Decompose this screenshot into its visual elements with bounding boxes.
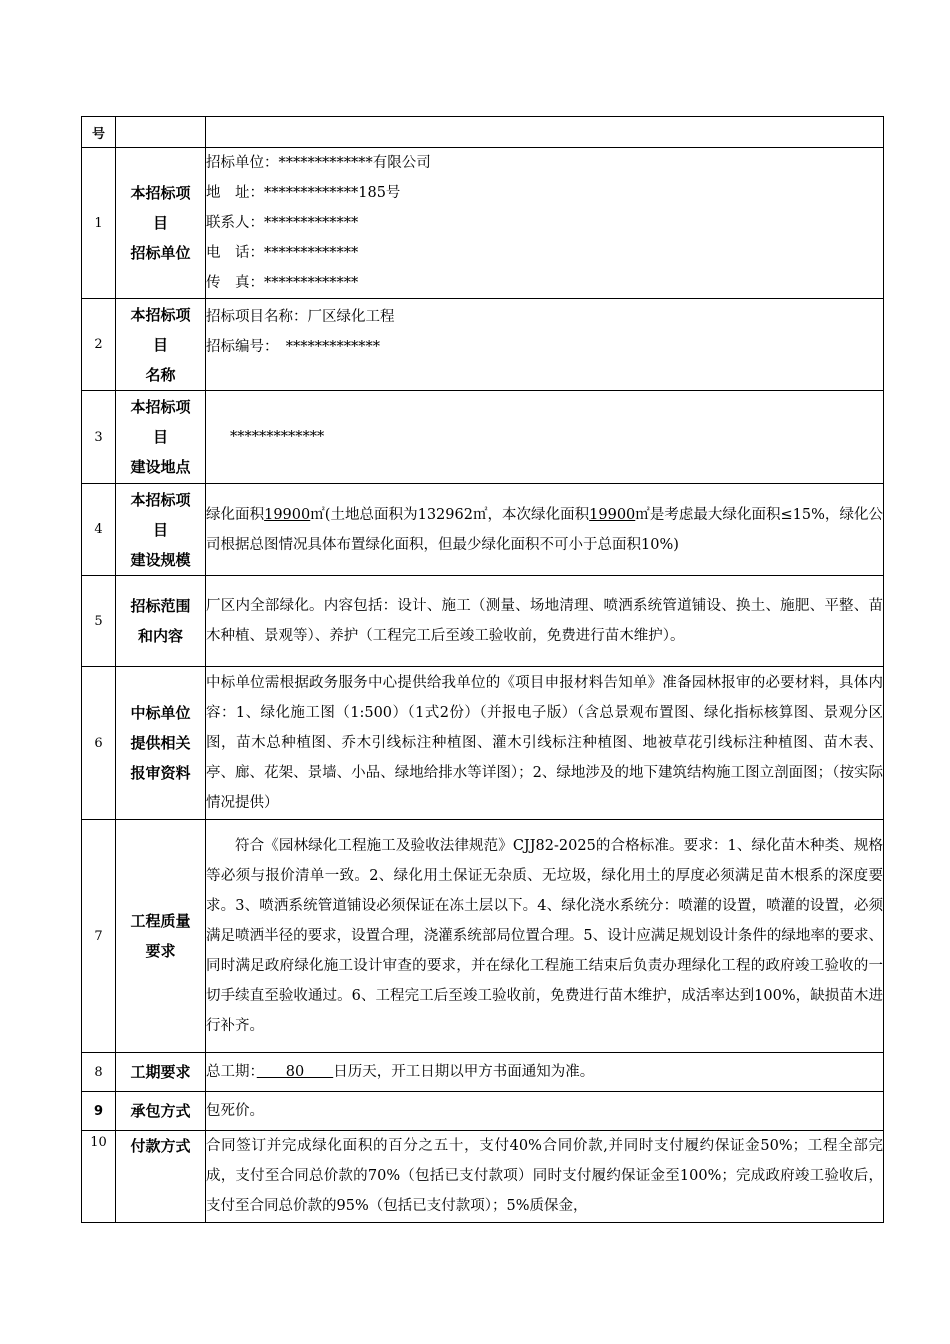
row-content [206,1131,884,1223]
row-label [116,117,206,148]
quality-requirements: 符合《园林绿化工程施工及验收法律规范》CJJ82-2025的合格标准。要求：1、绿化苗木种类、规格等必须与报价清单一致。2、绿化用土保证无杂质、无垃圾，绿化用土的厚度必须满足苗木根系的深度要求。3、喷洒系统管道铺设必须保证在冻土层以下。4、绿化浇水系统分：喷灌的设置，喷灌的设置，必须满足喷洒半径的要求，设置合理，浇灌系统部局位置合理。5、设计应满足规划设计条件的绿地率的要求、同时满足政府绿化施工设计审查的要求，并在绿化工程施工结束后负责办理绿化工程的政府竣工验收的一切手续直至验收通过。6、工程完工后至竣工验收前，免费进行苗木维护，成活率达到100%，缺损苗木进行补齐。 [206,838,883,1034]
row-number: 4 [82,484,116,576]
row-content [206,484,884,576]
payment-terms: 合同签订并完成绿化面积的百分之五十，支付40%合同价款,并同时支付履约保证金50%；工程全部完成，支付至合同总价款的70%（包括已支付款项）同时支付履约保证金至100%；完成政府竣工验收后，支付至合同总价款的95%（包括已支付款项）；5%质保金， [206,1138,883,1214]
row-content [206,820,884,1053]
required-materials: 中标单位需根据政务服务中心提供给我单位的《项目申报材料告知单》准备园林报审的必要材料，具体内容：1、绿化施工图（1:500）（1式2份）（并报电子版）（含总景观布置图、绿化指标核算图、景观分区图，苗木总种植图、乔木引线标注种植图、灌木引线标注种植图、地被草花引线标注种植图、苗木表、亭、廊、花架、景墙、小品、绿地给排水等详图）；2、绿地涉及的地下建筑结构施工图立剖面图；（按实际情况提供） [206,675,883,811]
row-content [206,1092,884,1131]
contract-method: 包死价。 [206,1103,264,1119]
tender-scope: 厂区内全部绿化。内容包括：设计、施工（测量、场地清理、喷洒系统管道铺设、换土、施肥、平整、苗木种植、景观等）、养护（工程完工后至竣工验收前，免费进行苗木维护）。 [206,598,883,644]
row-number: 5 [82,576,116,667]
table-row [82,576,884,667]
table-row [82,148,884,299]
bidder-address: 地 址：*************185号 [206,185,401,201]
row-label: 本招标项 目 建设地点 [116,391,206,484]
bidder-fax: 传 真：************* [206,275,359,291]
row-content [206,667,884,820]
row-number: 8 [82,1053,116,1092]
row-label: 招标范围 和内容 [116,576,206,667]
row-label: 工程质量 要求 [116,820,206,1053]
row-label: 本招标项 目 名称 [116,299,206,391]
green-area-value: 19900 [264,506,311,523]
row-number: 号 [82,117,116,148]
construction-scale: 绿化面积19900㎡(土地总面积为132962㎡，本次绿化面积19900㎡是考虑最大绿化面积≤15%，绿化公司根据总图情况具体布置绿化面积，但最少绿化面积不可小于总面积10%) [206,506,883,553]
table-row [82,299,884,391]
table-row [82,391,884,484]
table-row [82,484,884,576]
row-label: 本招标项 目 招标单位 [116,148,206,299]
table-row [82,1131,884,1223]
row-number: 6 [82,667,116,820]
row-label: 本招标项 目 建设规模 [116,484,206,576]
period-days: 80 [256,1064,334,1080]
tender-number: 招标编号： ************* [206,339,380,355]
construction-period: 总工期： 80 日历天，开工日期以甲方书面通知为准。 [206,1064,595,1080]
row-content [206,576,884,667]
green-area-value: 19900 [589,506,636,523]
row-number: 10 [82,1131,116,1223]
row-number: 9 [82,1092,116,1131]
bidder-phone: 电 话：************* [206,245,359,261]
table-row [82,1053,884,1092]
row-number: 2 [82,299,116,391]
bidder-unit: 招标单位：*************有限公司 [206,155,431,171]
table-row [82,1092,884,1131]
row-label: 付款方式 [116,1131,206,1223]
bidder-contact: 联系人：************* [206,215,359,231]
row-content [206,1053,884,1092]
tender-table [81,116,884,1223]
header-row [82,117,884,148]
row-content [206,299,884,391]
row-number: 3 [82,391,116,484]
row-label: 中标单位 提供相关 报审资料 [116,667,206,820]
row-number: 1 [82,148,116,299]
row-content [206,148,884,299]
row-label: 承包方式 [116,1092,206,1131]
row-number: 7 [82,820,116,1053]
row-content [206,117,884,148]
row-content [206,391,884,484]
construction-site: ************* [230,429,325,445]
row-label: 工期要求 [116,1053,206,1092]
project-name: 招标项目名称：厂区绿化工程 [206,309,395,325]
table-row [82,667,884,820]
table-row [82,820,884,1053]
